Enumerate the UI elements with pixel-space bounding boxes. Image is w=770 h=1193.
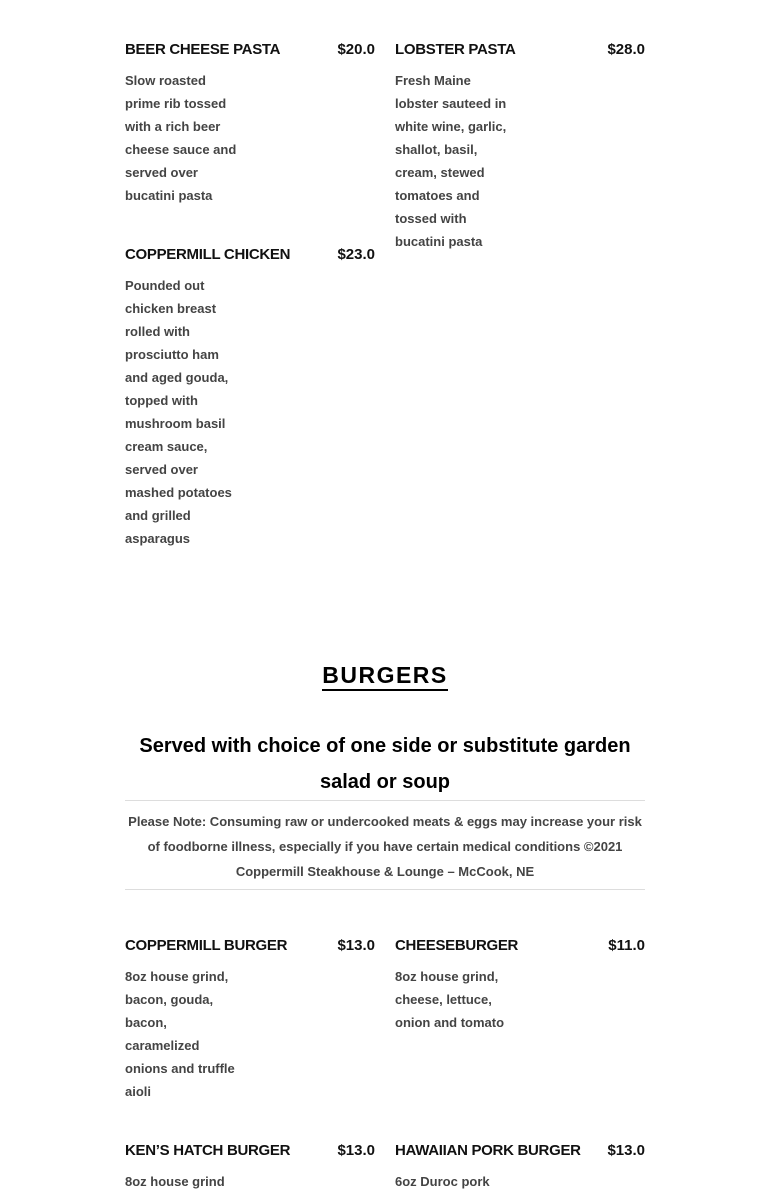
menu-item-hawaiian-pork-burger bbox=[395, 1142, 645, 1193]
menu-item-coppermill-burger bbox=[125, 937, 375, 1103]
item-name: BEER CHEESE PASTA bbox=[125, 41, 281, 58]
menu-item-lobster-pasta bbox=[395, 41, 645, 253]
menu-item-cheeseburger bbox=[395, 937, 645, 1034]
item-name: COPPERMILL CHICKEN bbox=[125, 246, 291, 263]
burgers-subtitle: Served with choice of one side or substitute garden salad or soup bbox=[139, 735, 631, 793]
item-description: 8oz house grind, bacon, gouda, bacon, caramelized onions and truffle aioli bbox=[125, 969, 235, 1099]
item-price: $20.0 bbox=[337, 41, 375, 58]
item-name: KEN’S HATCH BURGER bbox=[125, 1142, 291, 1159]
item-description: Pounded out chicken breast rolled with prosciutto ham and aged gouda, topped with mushroom basil cream sauce, served over mashed potatoes and grilled asparagus bbox=[125, 278, 232, 546]
burgers-title-text: BURGERS bbox=[322, 662, 448, 691]
menu-item-kens-hatch-burger bbox=[125, 1142, 375, 1193]
menu-item-beer-cheese-pasta bbox=[125, 41, 375, 207]
item-price: $13.0 bbox=[337, 1142, 375, 1159]
item-name: LOBSTER PASTA bbox=[395, 41, 516, 58]
item-price: $13.0 bbox=[337, 937, 375, 954]
menu-item-coppermill-chicken bbox=[125, 246, 375, 550]
item-price: $28.0 bbox=[607, 41, 645, 58]
item-price: $11.0 bbox=[608, 937, 645, 954]
item-description: Fresh Maine lobster sauteed in white wine, garlic, shallot, basil, cream, stewed tomatoes and tossed with bucatini pasta bbox=[395, 73, 507, 249]
item-description: 8oz house grind, cheese, lettuce, onion and tomato bbox=[395, 969, 505, 1030]
item-description: Slow roasted prime rib tossed with a rich beer cheese sauce and served over bucatini pasta bbox=[125, 73, 237, 203]
health-notice: Please Note: Consuming raw or undercooked meats & eggs may increase your risk of foodborne illness, especially if you have certain medical conditions ©2021 Coppermill Steakhouse & Lounge – McCook, NE bbox=[125, 800, 645, 890]
item-name: HAWAIIAN PORK BURGER bbox=[395, 1142, 581, 1159]
item-description: 6oz Duroc pork bbox=[395, 1174, 490, 1189]
item-name: CHEESEBURGER bbox=[395, 937, 519, 954]
item-price: $13.0 bbox=[607, 1142, 645, 1159]
item-price: $23.0 bbox=[337, 246, 375, 263]
item-description: 8oz house grind bbox=[125, 1174, 225, 1189]
burgers-section-title bbox=[0, 662, 770, 689]
item-name: COPPERMILL BURGER bbox=[125, 937, 288, 954]
